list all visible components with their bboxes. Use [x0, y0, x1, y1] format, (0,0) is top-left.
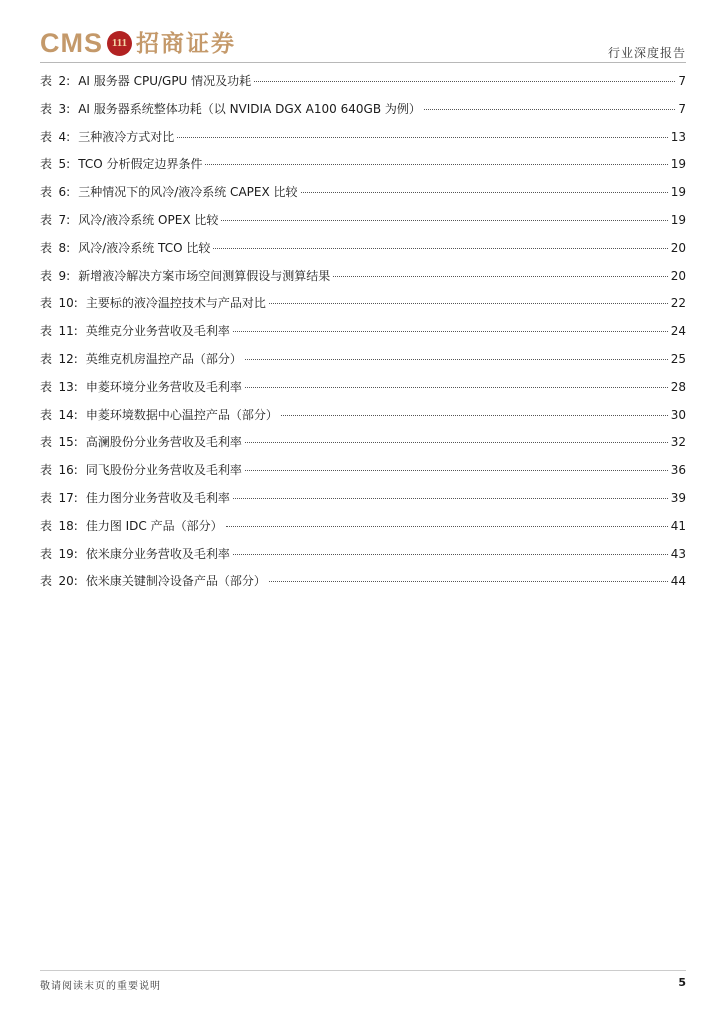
toc-entry-number: 20: — [58, 574, 78, 589]
toc-dot-leader — [245, 387, 668, 388]
toc-dot-leader — [213, 248, 667, 249]
toc-entry-page: 30 — [670, 407, 686, 422]
toc-entry[interactable] — [40, 489, 686, 517]
logo-text: CMS — [40, 27, 103, 58]
toc-entry-page: 20 — [670, 268, 686, 283]
toc-entry-page: 19 — [670, 185, 686, 200]
toc-entry[interactable] — [40, 183, 686, 211]
toc-entry-page: 24 — [670, 324, 686, 339]
toc-entry-label: 表 — [40, 296, 53, 311]
toc-entry[interactable] — [40, 322, 686, 350]
toc-entry-number: 9: — [58, 268, 71, 283]
toc-entry-label: 表 — [40, 268, 53, 283]
toc-entry[interactable] — [40, 211, 686, 239]
toc-entry-title: 风冷/液冷系统 TCO 比较 — [78, 240, 211, 255]
toc-entry[interactable] — [40, 433, 686, 461]
toc-dot-leader — [269, 581, 668, 582]
toc-entry[interactable] — [40, 294, 686, 322]
toc-entry-page: 36 — [670, 463, 686, 478]
toc-entry-label: 表 — [40, 490, 53, 505]
toc-entry-number: 6: — [58, 185, 71, 200]
toc-entry-number: 10: — [58, 296, 78, 311]
toc-entry-label: 表 — [40, 518, 53, 533]
toc-entry-number: 16: — [58, 463, 78, 478]
toc-entry-label: 表 — [40, 129, 53, 144]
toc-entry-page: 22 — [670, 296, 686, 311]
toc-dot-leader — [245, 442, 668, 443]
toc-entry-label: 表 — [40, 74, 53, 88]
toc-entry[interactable] — [40, 378, 686, 406]
toc-entry-label: 表 — [40, 574, 53, 589]
logo-chinese-name: 招商证券 — [136, 29, 236, 57]
toc-entry-title: 高澜股份分业务营收及毛利率 — [85, 435, 242, 450]
toc-entry-title: 申菱环境数据中心温控产品（部分） — [85, 407, 278, 422]
header-divider — [40, 62, 686, 63]
toc-entry-label: 表 — [40, 435, 53, 450]
toc-entry-label: 表 — [40, 240, 53, 255]
toc-entry-title: 主要标的液冷温控技术与产品对比 — [85, 296, 266, 311]
toc-entry-title: 同飞股份分业务营收及毛利率 — [85, 463, 242, 478]
toc-entry-title: AI 服务器 CPU/GPU 情况及功耗 — [78, 74, 252, 88]
toc-entry-page: 7 — [678, 74, 686, 88]
toc-entry[interactable] — [40, 517, 686, 545]
toc-entry-title: 三种情况下的风冷/液冷系统 CAPEX 比较 — [78, 185, 298, 200]
toc-entry-label: 表 — [40, 407, 53, 422]
toc-entry-label: 表 — [40, 546, 53, 561]
toc-dot-leader — [233, 498, 668, 499]
toc-dot-leader — [177, 137, 668, 138]
toc-entry-label: 表 — [40, 351, 53, 366]
toc-entry-label: 表 — [40, 185, 53, 200]
toc-entry-number: 4: — [58, 129, 71, 144]
toc-entry-page: 19 — [670, 212, 686, 227]
toc-entry[interactable] — [40, 128, 686, 156]
toc-entry-number: 13: — [58, 379, 78, 394]
toc-entry-page: 19 — [670, 157, 686, 172]
toc-entry[interactable] — [40, 239, 686, 267]
toc-entry[interactable] — [40, 545, 686, 573]
toc-dot-leader — [233, 554, 668, 555]
toc-entry-page: 13 — [670, 129, 686, 144]
page-header — [40, 24, 686, 64]
toc-entry-number: 3: — [58, 101, 71, 116]
toc-entry-number: 8: — [58, 240, 71, 255]
toc-dot-leader — [221, 220, 667, 221]
toc-entry[interactable] — [40, 406, 686, 434]
toc-entry-label: 表 — [40, 379, 53, 394]
toc-dot-leader — [245, 470, 668, 471]
toc-entry[interactable] — [40, 461, 686, 489]
toc-entry-title: 佳力图 IDC 产品（部分） — [85, 518, 223, 533]
toc-entry[interactable] — [40, 155, 686, 183]
toc-entry-label: 表 — [40, 463, 53, 478]
logo-emblem-icon: 111 — [107, 31, 132, 56]
toc-entry-number: 2: — [58, 74, 71, 88]
toc-dot-leader — [424, 109, 675, 110]
toc-entry-number: 19: — [58, 546, 78, 561]
toc-dot-leader — [269, 303, 668, 304]
toc-dot-leader — [281, 415, 668, 416]
table-list — [40, 72, 686, 600]
toc-dot-leader — [254, 81, 675, 82]
toc-entry[interactable] — [40, 572, 686, 600]
toc-entry[interactable] — [40, 72, 686, 100]
toc-entry-number: 14: — [58, 407, 78, 422]
toc-entry-title: 依米康关键制冷设备产品（部分） — [85, 574, 266, 589]
toc-entry-number: 12: — [58, 351, 78, 366]
toc-entry-page: 7 — [678, 101, 686, 116]
toc-entry-title: TCO 分析假定边界条件 — [78, 157, 203, 172]
toc-entry-number: 15: — [58, 435, 78, 450]
toc-entry-page: 41 — [670, 518, 686, 533]
toc-entry-title: 三种液冷方式对比 — [78, 129, 175, 144]
toc-entry-number: 11: — [58, 324, 78, 339]
toc-entry-number: 18: — [58, 518, 78, 533]
toc-entry-page: 32 — [670, 435, 686, 450]
toc-entry-title: 新增液冷解决方案市场空间测算假设与测算结果 — [78, 268, 331, 283]
toc-entry-page: 20 — [670, 240, 686, 255]
toc-entry-label: 表 — [40, 157, 53, 172]
toc-entry-number: 17: — [58, 490, 78, 505]
toc-dot-leader — [205, 164, 667, 165]
toc-entry-page: 43 — [670, 546, 686, 561]
toc-entry-page: 44 — [670, 574, 686, 589]
toc-entry-title: AI 服务器系统整体功耗（以 NVIDIA DGX A100 640GB 为例） — [78, 101, 421, 116]
toc-dot-leader — [226, 526, 668, 527]
report-type: 行业深度报告 — [607, 46, 686, 60]
toc-entry-label: 表 — [40, 101, 53, 116]
toc-entry[interactable] — [40, 350, 686, 378]
toc-entry[interactable] — [40, 100, 686, 128]
toc-entry-number: 5: — [58, 157, 71, 172]
toc-entry-page: 25 — [670, 351, 686, 366]
footer-divider — [40, 970, 686, 971]
toc-dot-leader — [333, 276, 668, 277]
toc-entry-title: 依米康分业务营收及毛利率 — [85, 546, 230, 561]
toc-dot-leader — [301, 192, 668, 193]
toc-entry-page: 28 — [670, 379, 686, 394]
page-number: 5 — [678, 976, 686, 989]
cms-logo — [40, 26, 236, 60]
toc-entry-title: 申菱环境分业务营收及毛利率 — [85, 379, 242, 394]
toc-entry-title: 英维克分业务营收及毛利率 — [85, 324, 230, 339]
toc-dot-leader — [233, 331, 668, 332]
toc-entry-title: 英维克机房温控产品（部分） — [85, 351, 242, 366]
page-footer — [40, 970, 686, 992]
toc-entry-label: 表 — [40, 212, 53, 227]
toc-dot-leader — [245, 359, 668, 360]
toc-entry-title: 佳力图分业务营收及毛利率 — [85, 490, 230, 505]
toc-entry-title: 风冷/液冷系统 OPEX 比较 — [78, 212, 219, 227]
footer-disclaimer: 敬请阅读末页的重要说明 — [40, 981, 161, 992]
toc-entry[interactable] — [40, 267, 686, 295]
toc-entry-number: 7: — [58, 212, 71, 227]
toc-entry-page: 39 — [670, 490, 686, 505]
toc-entry-label: 表 — [40, 324, 53, 339]
